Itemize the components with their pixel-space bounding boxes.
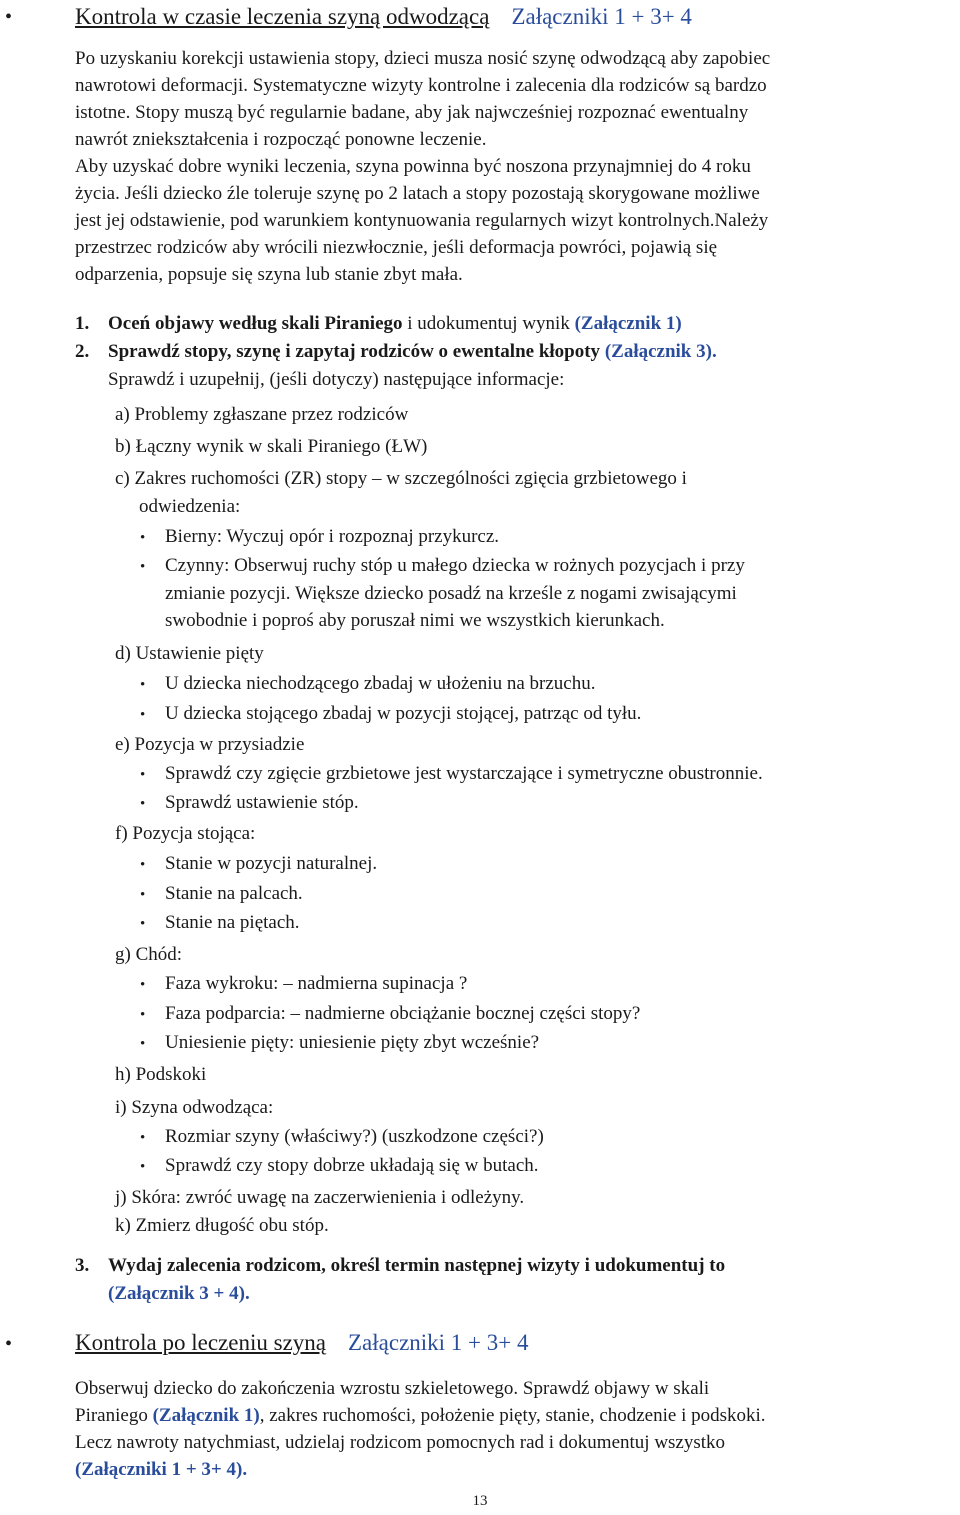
numbered-item-1: 1. Oceń objawy według skali Piraniego i udokumentuj wynik (Załącznik 1) [75,313,682,334]
intro-paragraph [75,45,955,288]
sub-bullet: • Rozmiar szyny (właściwy?) (uszkodzone części?) [140,1126,544,1147]
text-line: Po uzyskaniu korekcji ustawienia stopy, dzieci musza nosić szynę odwodzącą aby zapobiec [75,48,771,69]
attachment-link: (Załączniki 1 + 3+ 4). [75,1459,248,1480]
attachments-ref: Załączniki 1 + 3+ 4 [511,4,692,29]
section-heading [75,2,692,32]
numbered-item-3: 3. Wydaj zalecenia rodzicom, określ termin następnej wizyty i udokumentuj to [75,1255,726,1276]
text-line: nawrotowi deformacji. Systematyczne wizyty kontrolne i zalecenia dla rodziców są bardzo [75,75,767,96]
sub-bullet: • Faza wykroku: – nadmierna supinacja ? [140,973,468,994]
text-line: Aby uzyskać dobre wyniki leczenia, szyna powinna być noszona przynajmniej do 4 roku [75,156,751,177]
sub-bullet-cont: zmianie pozycji. Większe dziecko posadź na krześle z nogami zwisającymi [165,583,737,604]
attachment-link: (Załącznik 1) [152,1405,260,1426]
attachment-link: (Załącznik 3 + 4). [108,1283,250,1304]
sub-bullet: • Faza podparcia: – nadmierne obciążanie bocznej części stopy? [140,1003,641,1024]
text-line: przestrzec rodziców aby wrócili niezwłocznie, jeśli deformacja powróci, pojawią się [75,237,718,258]
sub-bullet: • Uniesienie pięty: uniesienie pięty zbyt wcześnie? [140,1032,540,1053]
checklist-item-b: b) Łączny wynik w skali Piraniego (ŁW) [115,436,428,457]
sub-bullet: • U dziecka stojącego zbadaj w pozycji stojącej, patrząc od tyłu. [140,703,642,724]
sub-bullet: • Stanie w pozycji naturalnej. [140,853,378,874]
checklist-item-h: h) Podskoki [115,1064,207,1085]
section-heading [75,1328,529,1358]
numbered-item-2: 2. Sprawdź stopy, szynę i zapytaj rodziców o ewentalne kłopoty (Załącznik 3). [75,341,717,362]
attachments-ref: Załączniki 1 + 3+ 4 [348,1330,529,1355]
checklist-item-e: e) Pozycja w przysiadzie [115,734,305,755]
section-bullet: • [5,6,13,28]
checklist-item-f: f) Pozycja stojąca: [115,823,256,844]
text-line: odparzenia, popsuje się szyna lub stanie zbyt mała. [75,264,463,285]
sub-bullet: • Stanie na palcach. [140,883,303,904]
sub-bullet: • Sprawdź czy stopy dobrze układają się w butach. [140,1155,539,1176]
checklist-item-a: a) Problemy zgłaszane przez rodziców [115,404,409,425]
attachment-link: (Załącznik 1) [574,313,682,334]
text-line: istotne. Stopy muszą być regularnie badane, aby jak najwcześniej rozpoznać ewentualny [75,102,749,123]
text-line: Lecz nawroty natychmiast, udzielaj rodzicom pomocnych rad i dokumentuj wszystko [75,1432,726,1453]
sub-bullet: • Sprawdź czy zgięcie grzbietowe jest wystarczające i symetryczne obustronnie. [140,763,763,784]
checklist-item-c-cont: odwiedzenia: [139,496,241,517]
text-line: Obserwuj dziecko do zakończenia wzrostu szkieletowego. Sprawdź objawy w skali [75,1378,710,1399]
attachment-link: (Załącznik 3). [600,341,717,362]
checklist-item-c: c) Zakres ruchomości (ZR) stopy – w szczególności zgięcia grzbietowego i [115,468,687,489]
checklist-item-j: j) Skóra: zwróć uwagę na zaczerwienienia i odleżyny. [115,1187,525,1208]
checklist-item-k: k) Zmierz długość obu stóp. [115,1215,329,1236]
sub-bullet: • Stanie na piętach. [140,912,300,933]
section-title: Kontrola po leczeniu szyną [75,1330,326,1355]
sub-bullet: • Bierny: Wyczuj opór i rozpoznaj przykurcz. [140,526,500,547]
checklist-item-g: g) Chód: [115,944,183,965]
text-line: jest jej odstawienie, pod warunkiem kontynuowania regularnych wizyt kontrolnych.Należy [75,210,769,231]
text-line: życia. Jeśli dziecko źle toleruje szynę po 2 latach a stopy pozostają skorygowane możliwe [75,183,760,204]
checklist-item-d: d) Ustawienie pięty [115,643,264,664]
sub-bullet: • U dziecka niechodzącego zbadaj w ułożeniu na brzuchu. [140,673,596,694]
section-title: Kontrola w czasie leczenia szyną odwodzącą [75,4,490,29]
text-line: nawrót zniekształcenia i rozpocząć ponowne leczenie. [75,129,487,150]
sub-bullet-cont: swobodnie i poproś aby poruszał nimi we wszystkich kierunkach. [165,610,665,631]
page-number: 13 [472,1493,488,1509]
sub-bullet: • Sprawdź ustawienie stóp. [140,792,359,813]
checklist-item-i: i) Szyna odwodząca: [115,1097,274,1118]
section-bullet: • [5,1333,13,1355]
sub-bullet: • Czynny: Obserwuj ruchy stóp u małego dziecka w rożnych pozycjach i przy [140,555,745,576]
post-treatment-paragraph [75,1375,955,1483]
check-intro: Sprawdź i uzupełnij, (jeśli dotyczy) następujące informacje: [108,369,565,390]
text-line: Piraniego (Załącznik 1), zakres ruchomości, położenie pięty, stanie, chodzenie i podskoki. [75,1405,766,1426]
